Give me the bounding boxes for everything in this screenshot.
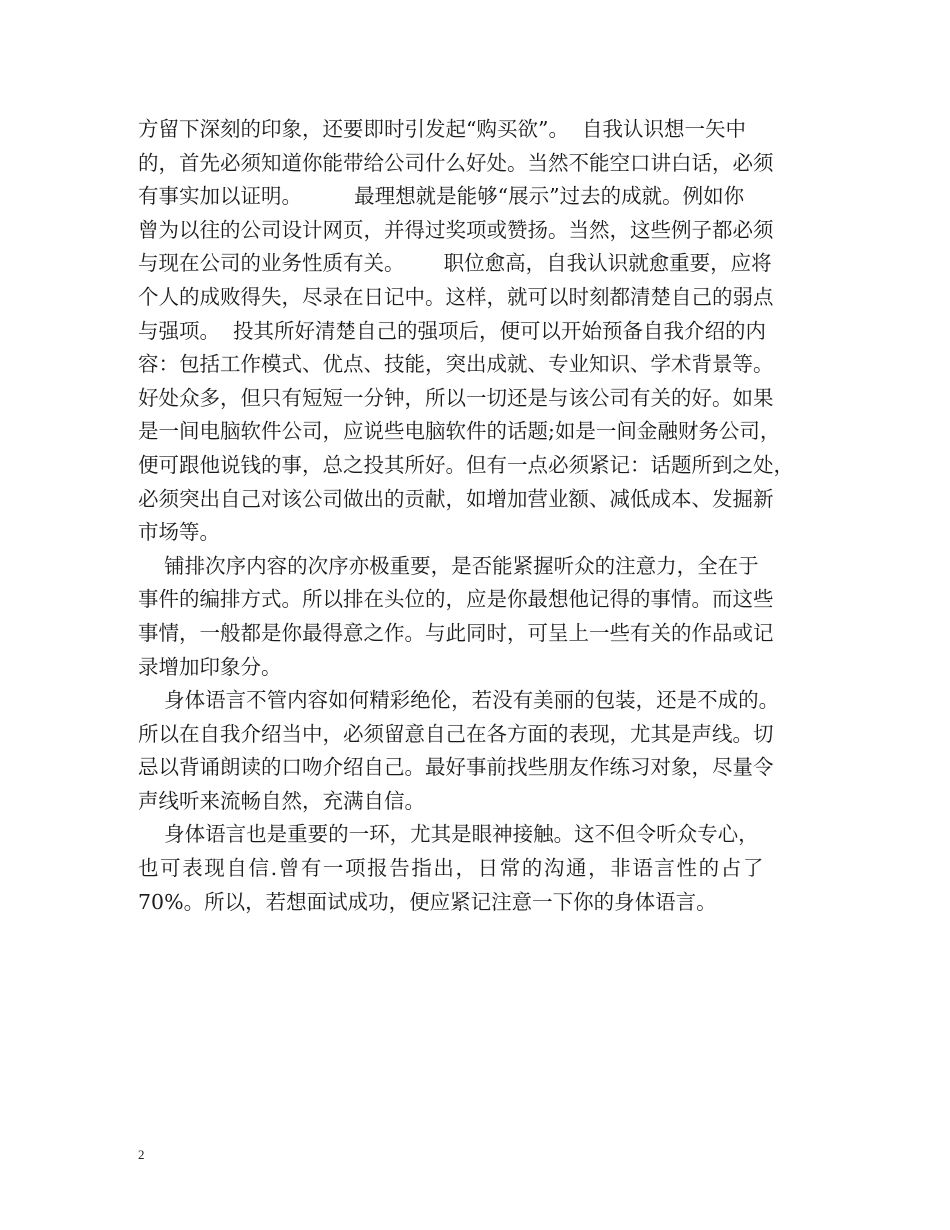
text-line: 所以在自我介绍当中，必须留意自己在各方面的表现，尤其是声线。切 xyxy=(138,721,774,746)
text-line: 个人的成败得失，尽录在日记中。这样，就可以时刻都清楚自己的弱点 xyxy=(138,284,774,309)
text-line: 是一间电脑软件公司，应说些电脑软件的话题;如是一间金融财务公司， xyxy=(138,419,781,444)
text-line: 录增加印象分。 xyxy=(138,654,282,679)
text-line: 便可跟他说钱的事，总之投其所好。但有一点必须紧记：话题所到之处， xyxy=(138,452,794,477)
text-line: 的，首先必须知道你能带给公司什么好处。当然不能空口讲白话，必须 xyxy=(138,150,774,175)
text-line: 好处众多，但只有短短一分钟，所以一切还是与该公司有关的好。如果 xyxy=(138,385,774,410)
text-line: 容：包括工作模式、优点、技能，突出成就、专业知识、学术背景等。 xyxy=(138,352,774,377)
text-line: 与现在公司的业务性质有关。 职位愈高，自我认识就愈重要，应将 xyxy=(138,251,772,276)
page-number: 2 xyxy=(138,1147,145,1162)
body-text xyxy=(138,113,828,919)
text-line: 方留下深刻的印象，还要即时引发起“购买欲”。 自我认识想一矢中 xyxy=(138,117,746,141)
text-line: 有事实加以证明。 最理想就是能够“展示”过去的成就。例如你 xyxy=(138,184,745,209)
text-line: 事情，一般都是你最得意之作。与此同时，可呈上一些有关的作品或记 xyxy=(138,620,774,645)
text-line: 必须突出自己对该公司做出的贡献，如增加营业额、减低成本、发掘新 xyxy=(138,486,774,511)
text-line: 市场等。 xyxy=(138,520,220,545)
text-line: 也可表现自信.曾有一项报告指出，日常的沟通，非语言性的占了 xyxy=(138,856,765,881)
text-line: 70%。所以，若想面试成功，便应紧记注意一下你的身体语言。 xyxy=(138,889,717,914)
text-line: 忌以背诵朗读的口吻介绍自己。最好事前找些朋友作练习对象，尽量令 xyxy=(138,755,774,780)
text-line: 与强项。 投其所好清楚自己的强项后，便可以开始预备自我介绍的内 xyxy=(138,318,767,343)
text-line: 身体语言也是重要的一环，尤其是眼神接触。这不但令听众专心， xyxy=(138,822,759,847)
text-line: 身体语言不管内容如何精彩绝伦，若没有美丽的包装，还是不成的。 xyxy=(138,688,780,713)
text-line: 铺排次序内容的次序亦极重要，是否能紧握听众的注意力，全在于 xyxy=(138,553,759,578)
text-line: 声线听来流畅自然，充满自信。 xyxy=(138,788,425,813)
text-line: 事件的编排方式。所以排在头位的，应是你最想他记得的事情。而这些 xyxy=(138,587,774,612)
text-line: 曾为以往的公司设计网页，并得过奖项或赞扬。当然，这些例子都必须 xyxy=(138,217,774,242)
